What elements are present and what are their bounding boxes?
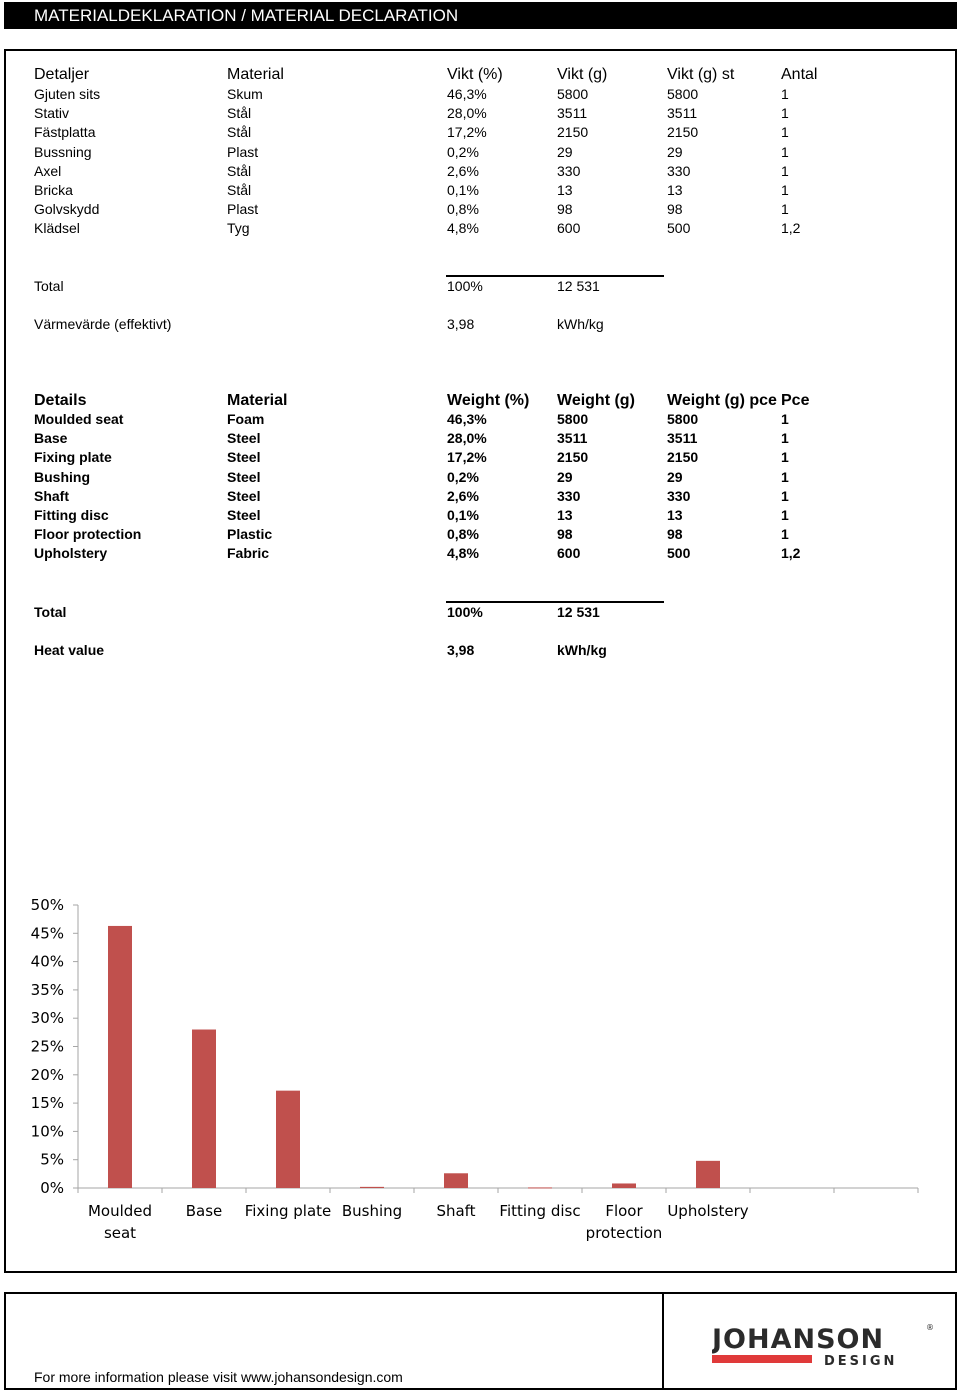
en-cell-weight-pct: 0,2% — [447, 468, 479, 485]
x-tick-label: Base — [185, 1202, 223, 1220]
en-cell-weight-g: 13 — [557, 507, 573, 523]
sv-col-material: Material — [227, 66, 284, 83]
en-cell-weight-g-pce: 3511 — [667, 430, 698, 447]
bar — [360, 1187, 384, 1188]
en-cell-weight-pct: 0,8% — [447, 526, 479, 543]
y-tick-label: 5% — [40, 1150, 64, 1169]
sv-cell-details: Fästplatta — [34, 124, 96, 141]
en-cell-weight-g: 98 — [557, 526, 573, 543]
sv-table-row — [34, 219, 934, 238]
en-col-weight-pct: Weight (%) — [447, 392, 530, 409]
en-table-row — [34, 468, 934, 487]
sv-cell-weight-g-pce: 13 — [667, 182, 683, 198]
sv-cell-weight-g-pce: 29 — [667, 143, 683, 160]
logo-registered-mark: ® — [926, 1323, 934, 1332]
sv-col-weight-g: Vikt (g) — [557, 66, 608, 83]
sv-total-pct: 100% — [447, 278, 483, 294]
en-cell-material: Steel — [227, 430, 261, 447]
y-tick-label: 30% — [30, 1009, 64, 1028]
sv-cell-material: Plast — [227, 143, 259, 160]
bar — [612, 1183, 636, 1188]
sv-cell-weight-g-pce: 98 — [667, 201, 683, 218]
sv-total-label: Total — [34, 278, 64, 294]
y-tick-label: 35% — [30, 980, 64, 999]
sv-cell-weight-g: 29 — [557, 143, 573, 160]
en-cell-weight-g: 2150 — [557, 449, 589, 466]
sv-cell-material: Plast — [227, 201, 259, 218]
sv-heat-unit: kWh/kg — [557, 316, 604, 332]
bar — [192, 1030, 216, 1188]
bar — [276, 1091, 300, 1188]
sv-cell-weight-pct: 0,2% — [447, 143, 479, 160]
sv-heat-label: Värmevärde (effektivt) — [34, 316, 172, 332]
sv-cell-details: Golvskydd — [34, 201, 100, 218]
y-tick-label: 45% — [30, 924, 64, 943]
sv-heat-value: 3,98 — [447, 316, 475, 332]
sv-cell-weight-pct: 17,2% — [447, 124, 487, 141]
en-cell-weight-g-pce: 500 — [667, 545, 691, 562]
sv-col-count: Antal — [781, 66, 818, 83]
sv-cell-count: 1 — [781, 143, 789, 160]
sv-table-row — [34, 85, 934, 104]
x-tick-label: Upholstery — [667, 1202, 749, 1220]
sv-cell-material: Stål — [227, 124, 252, 141]
sv-cell-weight-g: 2150 — [557, 124, 589, 141]
y-tick-label: 40% — [30, 952, 64, 971]
en-cell-material: Fabric — [227, 545, 270, 562]
sv-cell-count: 1,2 — [781, 220, 801, 237]
sv-cell-weight-g: 98 — [557, 201, 573, 218]
sv-table-row — [34, 181, 934, 200]
en-cell-weight-pct: 17,2% — [447, 449, 487, 466]
en-cell-weight-g: 600 — [557, 545, 581, 562]
en-cell-details: Upholstery — [34, 545, 108, 562]
en-table-row — [34, 525, 934, 544]
sv-cell-count: 1 — [781, 86, 789, 102]
x-tick-label: seat — [103, 1224, 137, 1242]
sv-cell-count: 1 — [781, 201, 789, 218]
en-table-row — [34, 429, 934, 448]
logo-wordmark: JOHANSON — [712, 1324, 885, 1355]
en-heat-row — [34, 641, 934, 660]
sv-col-details: Detaljer — [34, 66, 90, 83]
en-cell-weight-g-pce: 2150 — [667, 449, 699, 466]
bar — [696, 1161, 720, 1188]
en-cell-count: 1 — [781, 526, 789, 543]
sv-cell-weight-g: 600 — [557, 220, 581, 237]
sv-col-weight-g-pce: Vikt (g) st — [667, 66, 735, 83]
x-tick-label: Fitting disc — [499, 1202, 581, 1220]
page-header — [4, 2, 957, 29]
sv-cell-details: Stativ — [34, 105, 70, 122]
sv-table-row — [34, 162, 934, 181]
en-cell-weight-pct: 46,3% — [447, 411, 487, 427]
en-table-header — [34, 391, 934, 410]
sv-table-row — [34, 200, 934, 219]
en-table-row — [34, 544, 934, 563]
en-total-label: Total — [34, 604, 67, 620]
en-cell-details: Shaft — [34, 487, 69, 504]
sv-cell-details: Klädsel — [34, 220, 80, 237]
en-cell-weight-pct: 28,0% — [447, 430, 487, 447]
sv-cell-weight-pct: 0,1% — [447, 182, 479, 198]
en-table-row — [34, 448, 934, 467]
sv-cell-weight-pct: 28,0% — [447, 105, 487, 122]
sv-cell-weight-g: 3511 — [557, 105, 588, 122]
sv-cell-details: Gjuten sits — [34, 86, 101, 102]
en-cell-weight-pct: 2,6% — [447, 487, 479, 504]
en-cell-weight-g: 5800 — [557, 411, 589, 427]
y-tick-label: 10% — [30, 1122, 64, 1141]
en-total-row — [34, 603, 934, 622]
en-table-row — [34, 506, 934, 525]
bar — [444, 1173, 468, 1188]
en-cell-details: Base — [34, 430, 68, 447]
sv-cell-details: Bussning — [34, 143, 92, 160]
x-tick-label: Floor — [605, 1202, 643, 1220]
en-cell-details: Bushing — [34, 468, 90, 485]
en-heat-label: Heat value — [34, 642, 105, 658]
en-cell-weight-g: 29 — [557, 468, 573, 485]
en-total-g: 12 531 — [557, 604, 600, 620]
logo-accent-bar — [712, 1355, 812, 1363]
sv-cell-weight-g-pce: 500 — [667, 220, 691, 237]
sv-cell-weight-g-pce: 2150 — [667, 124, 699, 141]
sv-col-weight-pct: Vikt (%) — [447, 66, 503, 83]
bar — [108, 926, 132, 1188]
en-cell-weight-g-pce: 29 — [667, 468, 683, 485]
en-table-row — [34, 410, 934, 429]
sv-cell-material: Stål — [227, 105, 252, 122]
x-tick-label: Bushing — [341, 1202, 403, 1220]
sv-total-row — [34, 277, 934, 296]
en-col-details: Details — [34, 392, 87, 409]
sv-cell-material: Tyg — [227, 220, 250, 237]
sv-cell-weight-pct: 46,3% — [447, 86, 487, 102]
en-cell-weight-pct: 4,8% — [447, 545, 479, 562]
y-tick-label: 20% — [30, 1065, 64, 1084]
bar — [528, 1187, 552, 1188]
en-total-pct: 100% — [447, 604, 483, 620]
en-cell-count: 1 — [781, 487, 789, 504]
en-cell-count: 1 — [781, 507, 789, 523]
en-cell-material: Steel — [227, 449, 261, 466]
en-cell-weight-g: 3511 — [557, 430, 588, 447]
en-cell-count: 1 — [781, 430, 789, 447]
en-col-weight-g-pce: Weight (g) pce — [667, 392, 777, 409]
y-tick-label: 15% — [30, 1094, 64, 1113]
sv-cell-material: Stål — [227, 162, 252, 179]
johanson-logo — [712, 1322, 937, 1368]
sv-cell-weight-pct: 4,8% — [447, 220, 479, 237]
y-tick-label: 25% — [30, 1037, 64, 1056]
sv-cell-weight-pct: 0,8% — [447, 201, 479, 218]
logo-subtitle: DESIGN — [824, 1354, 898, 1368]
en-cell-details: Moulded seat — [34, 411, 124, 427]
en-cell-weight-g-pce: 330 — [667, 487, 691, 504]
en-cell-material: Steel — [227, 487, 261, 504]
en-cell-material: Plastic — [227, 526, 273, 543]
sv-cell-material: Skum — [227, 86, 263, 102]
en-cell-details: Fitting disc — [34, 507, 109, 523]
sv-cell-weight-g: 13 — [557, 182, 573, 198]
sv-cell-count: 1 — [781, 105, 789, 122]
sv-cell-count: 1 — [781, 182, 789, 198]
x-tick-label: Shaft — [436, 1202, 476, 1220]
en-col-weight-g: Weight (g) — [557, 392, 635, 409]
sv-cell-weight-pct: 2,6% — [447, 162, 479, 179]
sv-cell-material: Stål — [227, 182, 252, 198]
en-heat-value: 3,98 — [447, 642, 475, 658]
en-cell-details: Floor protection — [34, 526, 142, 543]
footer-divider — [662, 1292, 664, 1390]
en-cell-weight-g-pce: 13 — [667, 507, 683, 523]
sv-cell-count: 1 — [781, 162, 789, 179]
en-cell-material: Steel — [227, 507, 261, 523]
sv-cell-details: Bricka — [34, 182, 73, 198]
y-tick-label: 50% — [30, 896, 64, 914]
sv-total-g: 12 531 — [557, 278, 600, 294]
sv-cell-weight-g: 5800 — [557, 86, 589, 102]
en-table-row — [34, 487, 934, 506]
y-tick-label: 0% — [40, 1179, 64, 1197]
sv-table-row — [34, 143, 934, 162]
sv-table-row — [34, 104, 934, 123]
sv-cell-count: 1 — [781, 124, 789, 141]
sv-cell-details: Axel — [34, 162, 62, 179]
en-col-pce: Pce — [781, 392, 810, 409]
sv-cell-weight-g-pce: 3511 — [667, 105, 698, 122]
sv-table-header — [34, 65, 934, 84]
x-tick-label: protection — [585, 1224, 663, 1242]
en-cell-count: 1,2 — [781, 545, 801, 562]
en-cell-material: Foam — [227, 411, 265, 427]
footer-info-text: For more information please visit www.johansondesign.com — [34, 1369, 403, 1385]
page-title: MATERIALDEKLARATION / MATERIAL DECLARATION — [34, 6, 459, 25]
en-cell-weight-g-pce: 98 — [667, 526, 683, 543]
weight-bar-chart — [0, 880, 960, 1260]
en-cell-weight-g-pce: 5800 — [667, 411, 699, 427]
en-cell-details: Fixing plate — [34, 449, 112, 466]
sv-cell-weight-g-pce: 330 — [667, 162, 691, 179]
sv-cell-weight-g-pce: 5800 — [667, 86, 699, 102]
x-tick-label: Moulded — [87, 1202, 153, 1220]
en-heat-unit: kWh/kg — [557, 642, 607, 658]
en-col-material: Material — [227, 392, 288, 409]
en-cell-count: 1 — [781, 468, 789, 485]
en-cell-count: 1 — [781, 449, 789, 466]
en-cell-weight-g: 330 — [557, 487, 581, 504]
sv-cell-weight-g: 330 — [557, 162, 581, 179]
sv-table-row — [34, 123, 934, 142]
en-cell-weight-pct: 0,1% — [447, 507, 479, 523]
en-cell-material: Steel — [227, 468, 261, 485]
x-tick-label: Fixing plate — [244, 1202, 332, 1220]
sv-heat-row — [34, 315, 934, 334]
en-cell-count: 1 — [781, 411, 789, 427]
